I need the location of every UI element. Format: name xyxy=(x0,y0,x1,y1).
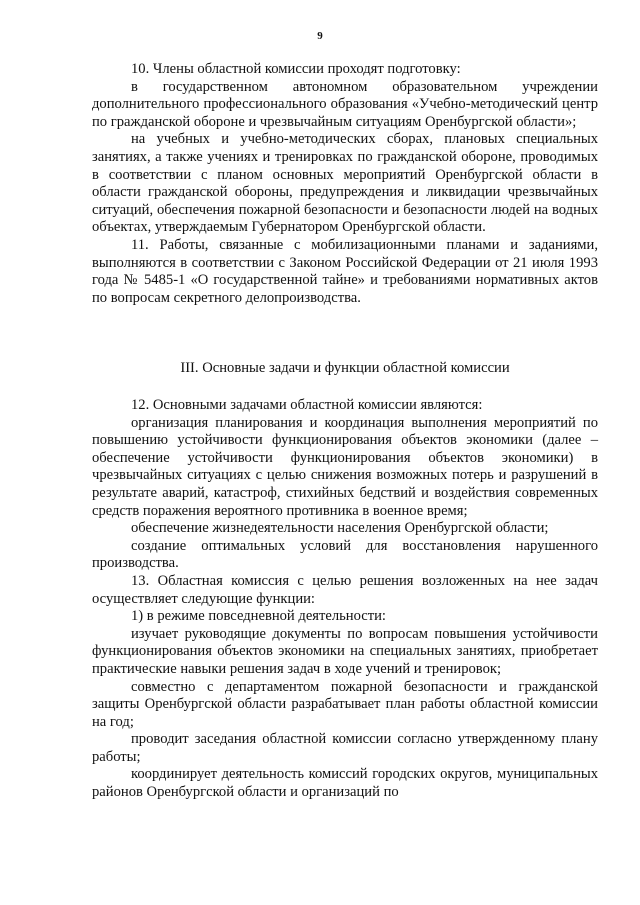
paragraph-12-item-2: обеспечение жизнедеятельности населения Оренбургской области; xyxy=(131,520,549,537)
paragraph-13-item-2: совместно с департаментом пожарной безопасности и гражданской защиты Оренбургской области разрабатывает план работы областной комиссии на год; xyxy=(92,678,598,730)
paragraph-13-intro: 13. Областная комиссия с целью решения возложенных на нее задач осуществляет следующие функции: xyxy=(92,572,598,607)
page-number: 9 xyxy=(317,30,323,42)
paragraph-12-item-3: создание оптимальных условий для восстановления нарушенного производства. xyxy=(92,537,598,572)
section-a xyxy=(92,61,598,307)
paragraph-13-item-3: проводит заседания областной комиссии согласно утвержденному плану работы; xyxy=(92,731,598,765)
paragraph-11: 11. Работы, связанные с мобилизационными планами и заданиями, выполняются в соответствии с Законом Российской Федерации от 21 июля 1993 года № 5485-1 «О государственной тайне» и требованиями нормативных актов по вопросам секретного делопроизводства. xyxy=(92,236,598,306)
paragraph-13-item-4: координирует деятельность комиссий городских округов, муниципальных районов Оренбургской области и организаций по xyxy=(92,766,598,801)
section-heading-block xyxy=(92,360,598,378)
paragraph-12-intro: 12. Основными задачами областной комиссии являются: xyxy=(131,397,483,413)
section-b xyxy=(92,397,598,802)
paragraph-12-item-1: организация планирования и координация выполнения мероприятий по повышению устойчивости функционирования объектов экономики (далее – обеспечение устойчивости функционирования объектов экономики) в чрезвычайных ситуациях с целью снижения возможных потерь и разрушений в результате аварий, катастроф, стихийных бедствий и воздействия современных средств поражения вероятного противника в военное время; xyxy=(92,414,598,519)
paragraph-13-mode: 1) в режиме повседневной деятельности: xyxy=(131,608,386,625)
paragraph-10-item-1: в государственном автономном образовательном учреждении дополнительного профессионального образования «Учебно-методический центр по гражданской обороне и чрезвычайным ситуациям Оренбургской области»; xyxy=(92,78,598,130)
paragraph-10-item-2: на учебных и учебно-методических сборах, плановых специальных занятиях, а также учениях и тренировках по гражданской обороне, проводимых в соответствии с планом основных мероприятий Оренбургской области в области гражданской обороны, предупреждения и ликвидации чрезвычайных ситуаций, обеспечения пожарной безопасности и безопасности людей на водных объектах, утверждаемым Губернатором Оренбургской области. xyxy=(92,131,598,236)
paragraph-13-item-1: изучает руководящие документы по вопросам повышения устойчивости функционирования объектов экономики на специальных занятиях, приобретает практические навыки решения задач в ходе учений и тренировок; xyxy=(92,625,598,677)
paragraph-10-intro: 10. Члены областной комиссии проходят подготовку: xyxy=(131,61,461,77)
section-heading: III. Основные задачи и функции областной комиссии xyxy=(180,360,510,376)
